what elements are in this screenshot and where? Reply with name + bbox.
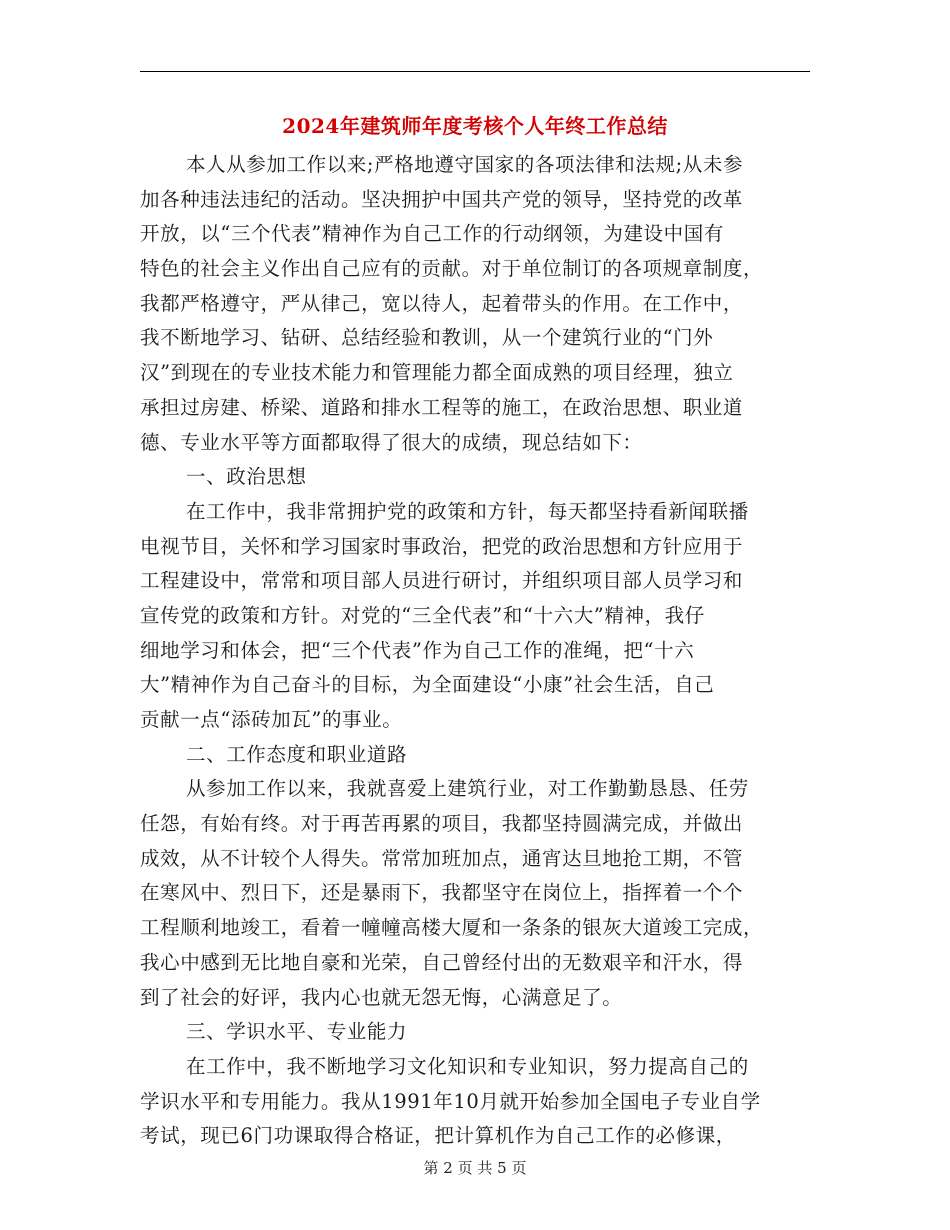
paragraph-line: 在工作中，我非常拥护党的政策和方针，每天都坚持看新闻联播: [186, 499, 749, 523]
paragraph-line: 特色的社会主义作出自己应有的贡献。对于单位制订的各项规章制度，: [140, 257, 764, 281]
paragraph-line: 考试，现已6门功课取得合格证，把计算机作为自己工作的必修课，: [140, 1124, 736, 1148]
paragraph-line: 开放，以“三个代表”精神作为自己工作的行动纲领，为建设中国有: [140, 222, 724, 246]
paragraph-line: 任怨，有始有终。对于再苦再累的项目，我都坚持圆满完成，并做出: [140, 812, 744, 836]
paragraph-line: 承担过房建、桥梁、道路和排水工程等的施工，在政治思想、职业道: [140, 395, 744, 419]
paragraph-line: 工程顺利地竣工，看着一幢幢高楼大厦和一条条的银灰大道竣工完成，: [140, 916, 764, 940]
document-title: 2024年建筑师年度考核个人年终工作总结: [282, 114, 668, 138]
paragraph-line: 在寒风中、烈日下，还是暴雨下，我都坚守在岗位上，指挥着一个个: [140, 881, 744, 905]
paragraph-line: 工程建设中，常常和项目部人员进行研讨，并组织项目部人员学习和: [140, 569, 744, 593]
paragraph-line: 我不断地学习、钻研、总结经验和教训，从一个建筑行业的“门外: [140, 326, 714, 350]
paragraph-line: 从参加工作以来，我就喜爱上建筑行业，对工作勤勤恳恳、任劳: [186, 777, 749, 801]
paragraph-line: 在工作中，我不断地学习文化知识和专业知识，努力提高自己的: [186, 1054, 749, 1078]
paragraph-line: 我心中感到无比地自豪和光荣，自己曾经付出的无数艰辛和汗水，得: [140, 950, 744, 974]
page-footer: 第 2 页 共 5 页: [423, 1159, 527, 1177]
paragraph-line: 大”精神作为自己奋斗的目标，为全面建设“小康”社会生活，自己: [140, 673, 715, 697]
document-body: [140, 148, 810, 1154]
paragraph-line: 成效，从不计较个人得失。常常加班加点，通宵达旦地抢工期，不管: [140, 846, 744, 870]
paragraph-line: 一、政治思想: [186, 465, 307, 489]
paragraph-line: 细地学习和体会，把“三个代表”作为自己工作的准绳，把“十六: [140, 638, 695, 662]
paragraph-line: 我都严格遵守，严从律己，宽以待人，起着带头的作用。在工作中，: [140, 291, 744, 315]
paragraph-line: 三、学识水平、专业能力: [186, 1020, 408, 1044]
paragraph-line: 加各种违法违纪的活动。坚决拥护中国共产党的领导，坚持党的改革: [140, 187, 744, 211]
paragraph-line: 贡献一点“添砖加瓦”的事业。: [140, 708, 403, 731]
paragraph-line: 德、专业水平等方面都取得了很大的成绩，现总结如下：: [140, 430, 643, 454]
paragraph-line: 电视节目，关怀和学习国家时事政治，把党的政治思想和方针应用于: [140, 534, 744, 558]
paragraph-line: 宣传党的政策和方针。对党的“三全代表”和“十六大”精神，我仔: [140, 603, 705, 627]
paragraph-line: 汉”到现在的专业技术能力和管理能力都全面成熟的项目经理，独立: [140, 361, 734, 385]
paragraph-line: 本人从参加工作以来;严格地遵守国家的各项法律和法规;从未参: [186, 153, 744, 176]
paragraph-line: 到了社会的好评，我内心也就无怨无悔，心满意足了。: [140, 985, 623, 1009]
paragraph-line: 二、工作态度和职业道路: [186, 742, 408, 766]
paragraph-line: 学识水平和专用能力。我从1991年10月就开始参加全国电子专业自学: [140, 1089, 761, 1113]
header-rule: [140, 71, 810, 72]
